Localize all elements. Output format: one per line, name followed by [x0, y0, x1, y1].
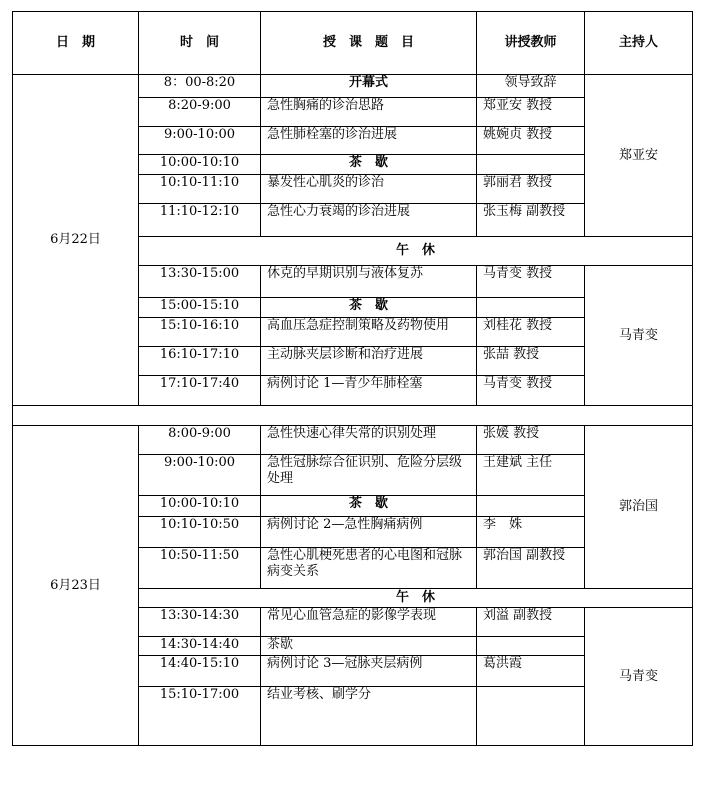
host-cell: 马青变 [585, 266, 693, 406]
topic-cell: 休克的早期识别与液体复苏 [261, 266, 477, 298]
time-cell: 15:10-17:00 [139, 687, 261, 746]
time-cell: 9:00-10:00 [139, 455, 261, 496]
teacher-cell: 王建斌 主任 [477, 455, 585, 496]
topic-cell: 茶 歇 [261, 155, 477, 175]
time-cell: 15:00-15:10 [139, 298, 261, 318]
teacher-cell: 张喆 教授 [477, 347, 585, 376]
teacher-cell [477, 687, 585, 746]
teacher-cell: 张媛 教授 [477, 426, 585, 455]
day-separator [13, 406, 693, 426]
topic-cell: 茶歇 [261, 637, 477, 656]
topic-cell: 暴发性心肌炎的诊治 [261, 175, 477, 204]
time-cell: 11:10-12:10 [139, 204, 261, 237]
topic-cell: 急性心肌梗死患者的心电图和冠脉病变关系 [261, 548, 477, 589]
teacher-cell: 郑亚安 教授 [477, 98, 585, 127]
topic-cell: 高血压急症控制策略及药物使用 [261, 318, 477, 347]
teacher-cell: 刘溢 副教授 [477, 608, 585, 637]
table-row [13, 75, 693, 98]
time-cell: 9:00-10:00 [139, 127, 261, 155]
time-cell: 8：00-8:20 [139, 75, 261, 98]
teacher-cell: 葛洪霞 [477, 656, 585, 687]
separator-cell [13, 406, 693, 426]
topic-cell: 主动脉夹层诊断和治疗进展 [261, 347, 477, 376]
teacher-cell [477, 298, 585, 318]
topic-cell: 结业考核、刷学分 [261, 687, 477, 746]
teacher-cell: 郭治国 副教授 [477, 548, 585, 589]
date-cell: 6月22日 [13, 75, 139, 406]
topic-cell: 急性胸痛的诊治思路 [261, 98, 477, 127]
time-cell: 13:30-14:30 [139, 608, 261, 637]
topic-cell: 病例讨论 1—青少年肺栓塞 [261, 376, 477, 406]
teacher-cell: 刘桂花 教授 [477, 318, 585, 347]
time-cell: 8:20-9:00 [139, 98, 261, 127]
time-cell: 10:10-11:10 [139, 175, 261, 204]
teacher-cell [477, 496, 585, 517]
lunch-break: 午 休 [139, 237, 693, 266]
teacher-cell: 姚婉贞 教授 [477, 127, 585, 155]
time-cell: 10:00-10:10 [139, 496, 261, 517]
teacher-cell: 李 姝 [477, 517, 585, 548]
time-cell: 17:10-17:40 [139, 376, 261, 406]
header-time: 时 间 [139, 12, 261, 75]
time-cell: 13:30-15:00 [139, 266, 261, 298]
time-cell: 16:10-17:10 [139, 347, 261, 376]
topic-cell: 开幕式 [261, 75, 477, 98]
host-cell: 郑亚安 [585, 75, 693, 237]
time-cell: 15:10-16:10 [139, 318, 261, 347]
teacher-cell: 领导致辞 [477, 75, 585, 98]
topic-cell: 急性肺栓塞的诊治进展 [261, 127, 477, 155]
topic-cell: 病例讨论 3—冠脉夹层病例 [261, 656, 477, 687]
host-cell: 郭治国 [585, 426, 693, 589]
time-cell: 10:00-10:10 [139, 155, 261, 175]
header-date: 日 期 [13, 12, 139, 75]
teacher-cell: 张玉梅 副教授 [477, 204, 585, 237]
time-cell: 8:00-9:00 [139, 426, 261, 455]
topic-cell: 茶 歇 [261, 298, 477, 318]
teacher-cell [477, 155, 585, 175]
teacher-cell [477, 637, 585, 656]
header-host: 主持人 [585, 12, 693, 75]
schedule-table [12, 11, 693, 746]
table-row [13, 426, 693, 455]
topic-cell: 急性冠脉综合征识别、危险分层级处理 [261, 455, 477, 496]
topic-cell: 茶 歇 [261, 496, 477, 517]
time-cell: 14:30-14:40 [139, 637, 261, 656]
teacher-cell: 马青变 教授 [477, 266, 585, 298]
teacher-cell: 郭丽君 教授 [477, 175, 585, 204]
header-topic: 授 课 题 目 [261, 12, 477, 75]
header-row [13, 12, 693, 75]
topic-cell: 急性心力衰竭的诊治进展 [261, 204, 477, 237]
date-cell: 6月23日 [13, 426, 139, 746]
host-cell: 马青变 [585, 608, 693, 746]
time-cell: 10:50-11:50 [139, 548, 261, 589]
header-teacher: 讲授教师 [477, 12, 585, 75]
lunch-break: 午 休 [139, 589, 693, 608]
time-cell: 10:10-10:50 [139, 517, 261, 548]
topic-cell: 急性快速心律失常的识别处理 [261, 426, 477, 455]
teacher-cell: 马青变 教授 [477, 376, 585, 406]
topic-cell: 常见心血管急症的影像学表现 [261, 608, 477, 637]
time-cell: 14:40-15:10 [139, 656, 261, 687]
topic-cell: 病例讨论 2—急性胸痛病例 [261, 517, 477, 548]
